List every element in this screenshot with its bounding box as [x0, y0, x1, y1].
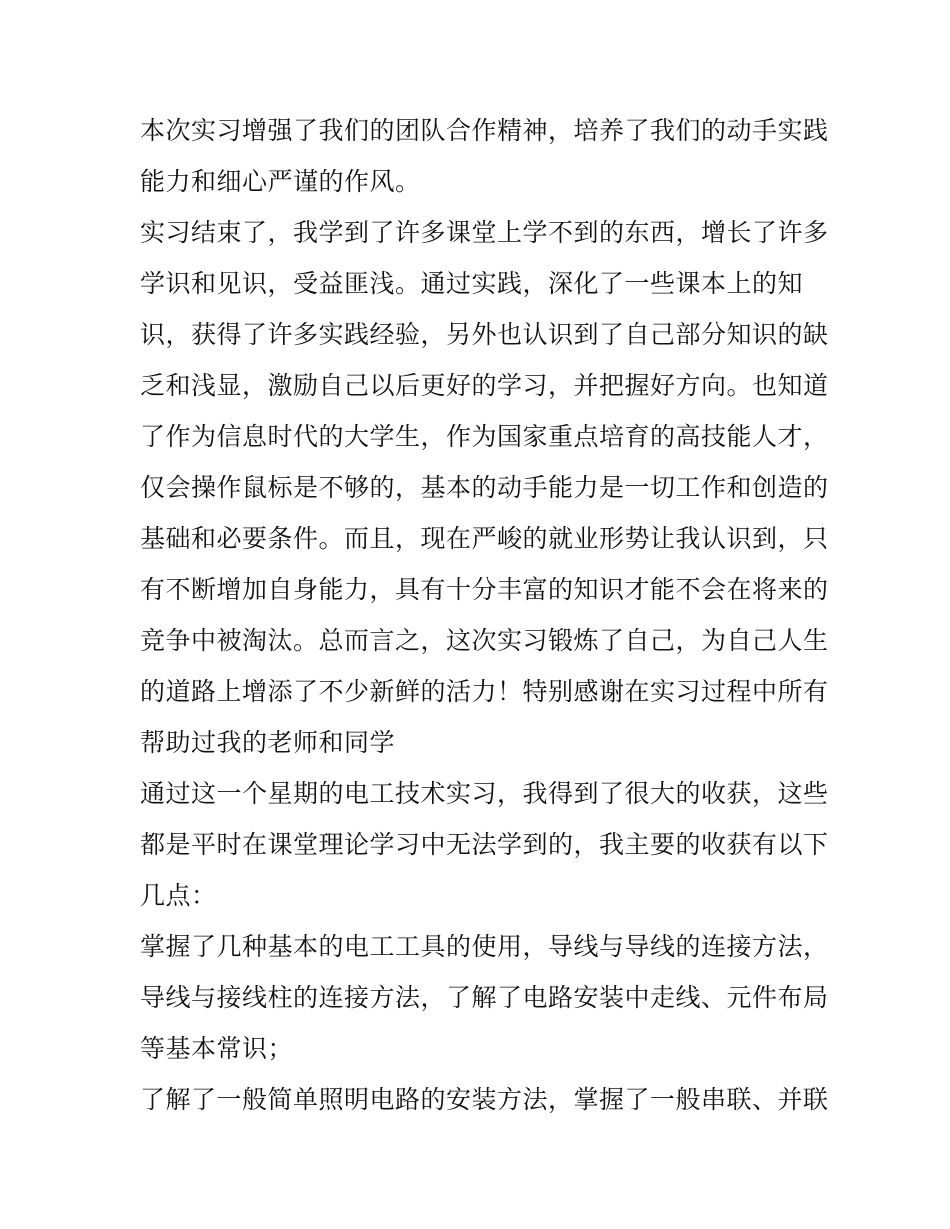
- text-line: 有不断增加自身能力，具有十分丰富的知识才能不会在将来的: [140, 575, 829, 604]
- text-line: 了解了一般简单照明电路的安装方法，掌握了一般串联、并联: [140, 1085, 829, 1114]
- text-line: 的道路上增添了不少新鲜的活力！特别感谢在实习过程中所有: [140, 677, 829, 706]
- text-line: 通过这一个星期的电工技术实习，我得到了很大的收获，这些: [140, 779, 829, 808]
- text-line: 能力和细心严谨的作风。: [140, 167, 421, 196]
- text-line: 等基本常识；: [140, 1034, 294, 1063]
- text-line: 几点：: [140, 881, 217, 910]
- text-line: 竞争中被淘汰。总而言之，这次实习锻炼了自己，为自己人生: [140, 626, 829, 655]
- text-line: 仅会操作鼠标是不够的，基本的动手能力是一切工作和创造的: [140, 473, 829, 502]
- body-text: [140, 105, 829, 1125]
- text-line: 本次实习增强了我们的团队合作精神，培养了我们的动手实践: [140, 116, 829, 145]
- text-line: 基础和必要条件。而且，现在严峻的就业形势让我认识到，只: [140, 524, 829, 553]
- text-line: 实习结束了，我学到了许多课堂上学不到的东西，增长了许多: [140, 218, 829, 247]
- text-line: 帮助过我的老师和同学: [140, 728, 396, 757]
- text-line: 学识和见识，受益匪浅。通过实践，深化了一些课本上的知: [140, 269, 804, 298]
- text-line: 掌握了几种基本的电工工具的使用，导线与导线的连接方法，: [140, 932, 829, 961]
- text-line: 导线与接线柱的连接方法，了解了电路安装中走线、元件布局: [140, 983, 829, 1012]
- text-line: 都是平时在课堂理论学习中无法学到的，我主要的收获有以下: [140, 830, 829, 859]
- text-line: 识，获得了许多实践经验，另外也认识到了自己部分知识的缺: [140, 320, 829, 349]
- text-line: 乏和浅显，激励自己以后更好的学习，并把握好方向。也知道: [140, 371, 829, 400]
- text-line: 了作为信息时代的大学生，作为国家重点培育的高技能人才，: [140, 422, 829, 451]
